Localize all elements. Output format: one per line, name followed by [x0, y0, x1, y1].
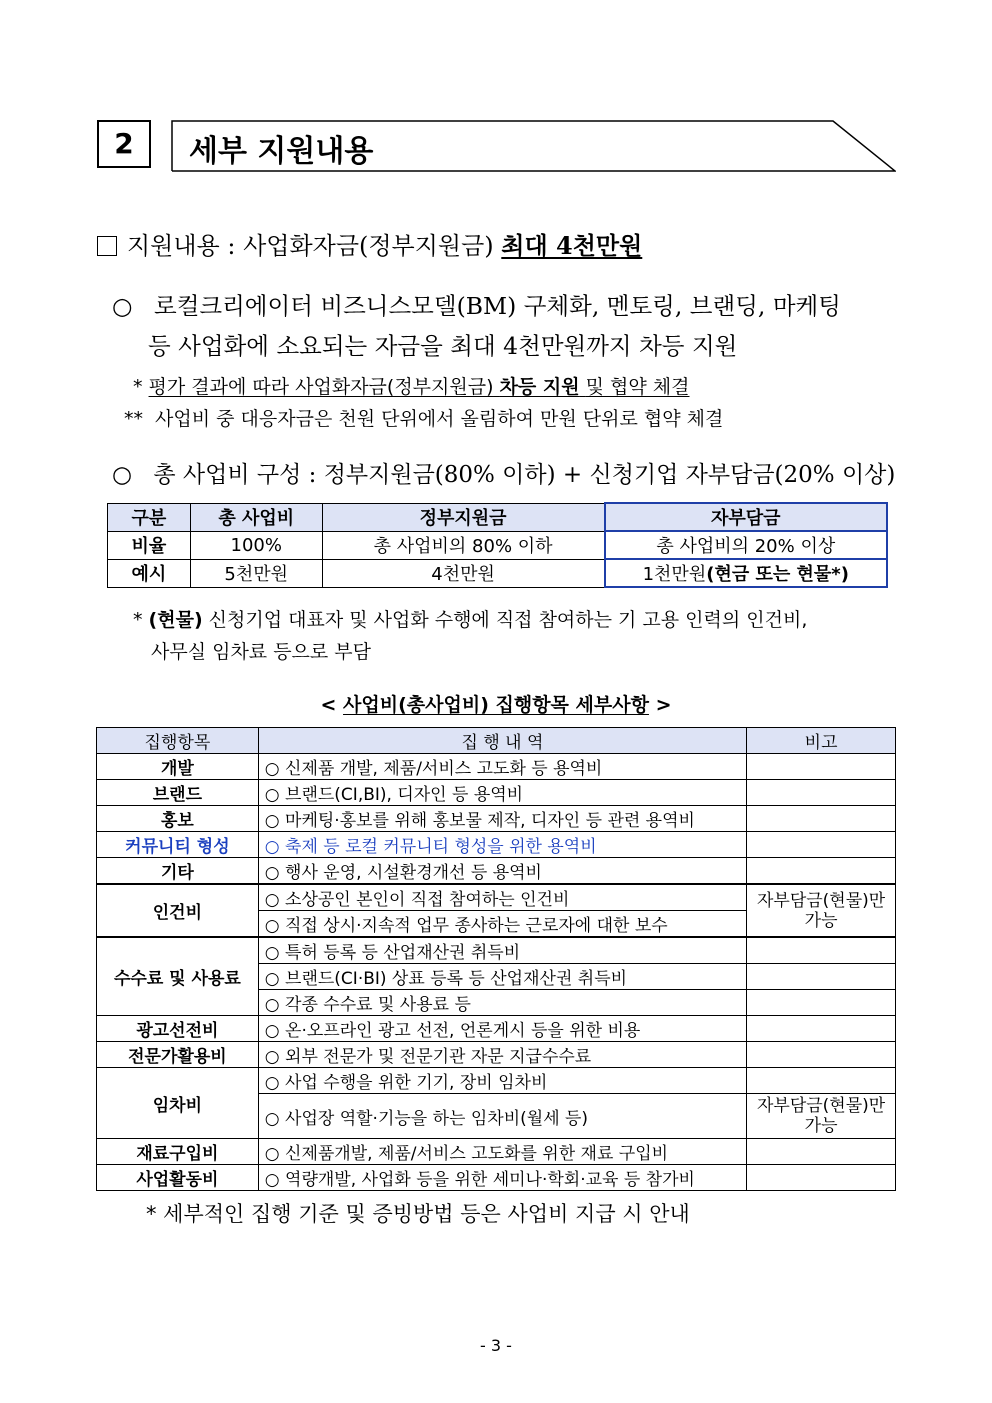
bullet-bm	[112, 286, 896, 366]
heading-prefix: 지원내용 : 사업화자금(정부지원금)	[127, 232, 494, 260]
header-cell: 비고	[747, 728, 896, 754]
cell: 총 사업비의 80% 이하	[322, 531, 604, 559]
header-cell: 집 행 내 역	[258, 728, 746, 754]
note-matching-fund	[124, 404, 723, 431]
cell-self-bold: (현금 또는 현물*)	[706, 564, 849, 585]
note-evaluation	[133, 372, 690, 399]
section-title: 세부 지원내용	[189, 134, 374, 169]
note-inkind	[133, 604, 893, 668]
remark-cell	[747, 937, 896, 964]
desc-cell: ○ 사업 수행을 위한 기기, 장비 임차비	[258, 1068, 746, 1094]
cell: 100%	[190, 531, 322, 559]
table-row	[97, 937, 896, 964]
note1-part2: 및 협약 체결	[585, 376, 690, 398]
desc-cell: ○ 외부 전문가 및 전문기관 자문 지급수수료	[258, 1042, 746, 1068]
table-row	[97, 1068, 896, 1094]
bullet2-marker: ○	[112, 462, 133, 488]
desc-cell: ○ 마케팅·홍보를 위해 홍보물 제작, 디자인 등 관련 용역비	[258, 806, 746, 832]
remark-cell	[747, 754, 896, 780]
category-cell: 개발	[97, 754, 259, 780]
note2-marker: **	[124, 408, 143, 430]
table-header-row	[108, 503, 888, 531]
header-cell: 자부담금	[605, 503, 887, 531]
remark-cell: 자부담금(현물)만 가능	[747, 1094, 896, 1139]
remark-cell	[747, 806, 896, 832]
table-row	[108, 531, 888, 559]
note1-part1: 평가 결과에 따라 사업화자금(정부지원금)	[148, 376, 494, 398]
support-heading	[97, 226, 642, 261]
category-cell: 기타	[97, 858, 259, 885]
table-row	[97, 1016, 896, 1042]
budget-summary-table	[107, 502, 888, 588]
row-label: 예시	[108, 559, 191, 587]
category-cell: 임차비	[97, 1068, 259, 1139]
table-row	[97, 884, 896, 911]
expense-detail-table	[96, 727, 896, 1191]
desc-cell: ○ 신제품 개발, 제품/서비스 고도화 등 용역비	[258, 754, 746, 780]
category-cell: 재료구입비	[97, 1139, 259, 1165]
remark-cell	[747, 1042, 896, 1068]
page-number: - 3 -	[480, 1336, 512, 1355]
category-cell: 인건비	[97, 884, 259, 937]
category-cell: 사업활동비	[97, 1165, 259, 1191]
remark-cell	[747, 1016, 896, 1042]
header-cell: 총 사업비	[190, 503, 322, 531]
table-header-row	[97, 728, 896, 754]
header-cell: 정부지원금	[322, 503, 604, 531]
bullet-composition	[112, 456, 895, 489]
caption-right: >	[655, 694, 672, 716]
footer-note: * 세부적인 집행 기준 및 증빙방법 등은 사업비 지급 시 안내	[146, 1202, 690, 1226]
desc-cell: ○ 소상공인 본인이 직접 참여하는 인건비	[258, 884, 746, 911]
table-row	[97, 832, 896, 858]
cell: 5천만원	[190, 559, 322, 587]
cell: 4천만원	[322, 559, 604, 587]
table-caption	[0, 690, 992, 717]
note3-marker: *	[133, 609, 143, 631]
table-row	[97, 1165, 896, 1191]
header-cell: 집행항목	[97, 728, 259, 754]
remark-cell	[747, 858, 896, 885]
bullet-line1: 로컬크리에이터 비즈니스모델(BM) 구체화, 멘토링, 브랜딩, 마케팅	[154, 292, 841, 320]
header-cell: 구분	[108, 503, 191, 531]
desc-cell: ○ 특허 등록 등 산업재산권 취득비	[258, 937, 746, 964]
row-label: 비율	[108, 531, 191, 559]
checkbox-square-icon	[97, 236, 117, 256]
heading-highlight: 최대 4천만원	[501, 231, 643, 260]
desc-cell: ○ 직접 상시·지속적 업무 종사하는 근로자에 대한 보수	[258, 911, 746, 938]
desc-cell: ○ 축제 등 로컬 커뮤니티 형성을 위한 용역비	[258, 832, 746, 858]
category-cell: 브랜드	[97, 780, 259, 806]
bullet-line2: 등 사업화에 소요되는 자금을 최대 4천만원까지 차등 지원	[148, 332, 738, 360]
category-cell: 홍보	[97, 806, 259, 832]
desc-cell: ○ 행사 운영, 시설환경개선 등 용역비	[258, 858, 746, 885]
caption-text: 사업비(총사업비) 집행항목 세부사항	[343, 694, 649, 716]
note3-line1: 신청기업 대표자 및 사업화 수행에 직접 참여하는 기 고용 인력의 인건비,	[208, 609, 808, 631]
table-row	[97, 754, 896, 780]
cell-self-value: 1천만원	[642, 564, 707, 585]
remark-cell	[747, 1165, 896, 1191]
table-row	[97, 1139, 896, 1165]
remark-cell	[747, 832, 896, 858]
remark-cell	[747, 964, 896, 990]
note1-bold: 차등 지원	[499, 376, 580, 398]
remark-cell	[747, 990, 896, 1016]
table-row	[97, 858, 896, 885]
table-row	[97, 1042, 896, 1068]
cell: 총 사업비의 20% 이상	[605, 531, 887, 559]
remark-cell: 자부담금(현물)만 가능	[747, 884, 896, 937]
section-title-box	[171, 120, 896, 172]
desc-cell: ○ 사업장 역할·기능을 하는 임차비(월세 등)	[258, 1094, 746, 1139]
table-row	[97, 780, 896, 806]
table-row	[108, 559, 888, 587]
bullet2-text: 총 사업비 구성 : 정부지원금(80% 이하) + 신청기업 자부담금(20% 이상)	[153, 462, 896, 488]
section-number: 2	[97, 120, 151, 168]
note3-line2: 사무실 임차료 등으로 부담	[151, 641, 372, 663]
remark-cell	[747, 780, 896, 806]
category-cell: 광고선전비	[97, 1016, 259, 1042]
note2-text: 사업비 중 대응자금은 천원 단위에서 올림하여 만원 단위로 협약 체결	[155, 408, 724, 430]
desc-cell: ○ 역량개발, 사업화 등을 위한 세미나·학회·교육 등 참가비	[258, 1165, 746, 1191]
desc-cell: ○ 브랜드(CI·BI) 상표 등록 등 산업재산권 취득비	[258, 964, 746, 990]
table-row	[97, 806, 896, 832]
bullet-marker: ○	[112, 292, 133, 320]
desc-cell: ○ 신제품개발, 제품/서비스 고도화를 위한 재료 구입비	[258, 1139, 746, 1165]
desc-cell: ○ 온·오프라인 광고 선전, 언론게시 등을 위한 비용	[258, 1016, 746, 1042]
category-cell: 커뮤니티 형성	[97, 832, 259, 858]
caption-left: <	[320, 694, 337, 716]
remark-cell	[747, 1068, 896, 1094]
category-cell: 전문가활용비	[97, 1042, 259, 1068]
desc-cell: ○ 브랜드(CI,BI), 디자인 등 용역비	[258, 780, 746, 806]
desc-cell: ○ 각종 수수료 및 사용료 등	[258, 990, 746, 1016]
note3-bold: (현물)	[148, 609, 203, 631]
remark-cell	[747, 1139, 896, 1165]
note-marker: *	[133, 376, 143, 398]
category-cell: 수수료 및 사용료	[97, 937, 259, 1016]
cell	[605, 559, 887, 587]
